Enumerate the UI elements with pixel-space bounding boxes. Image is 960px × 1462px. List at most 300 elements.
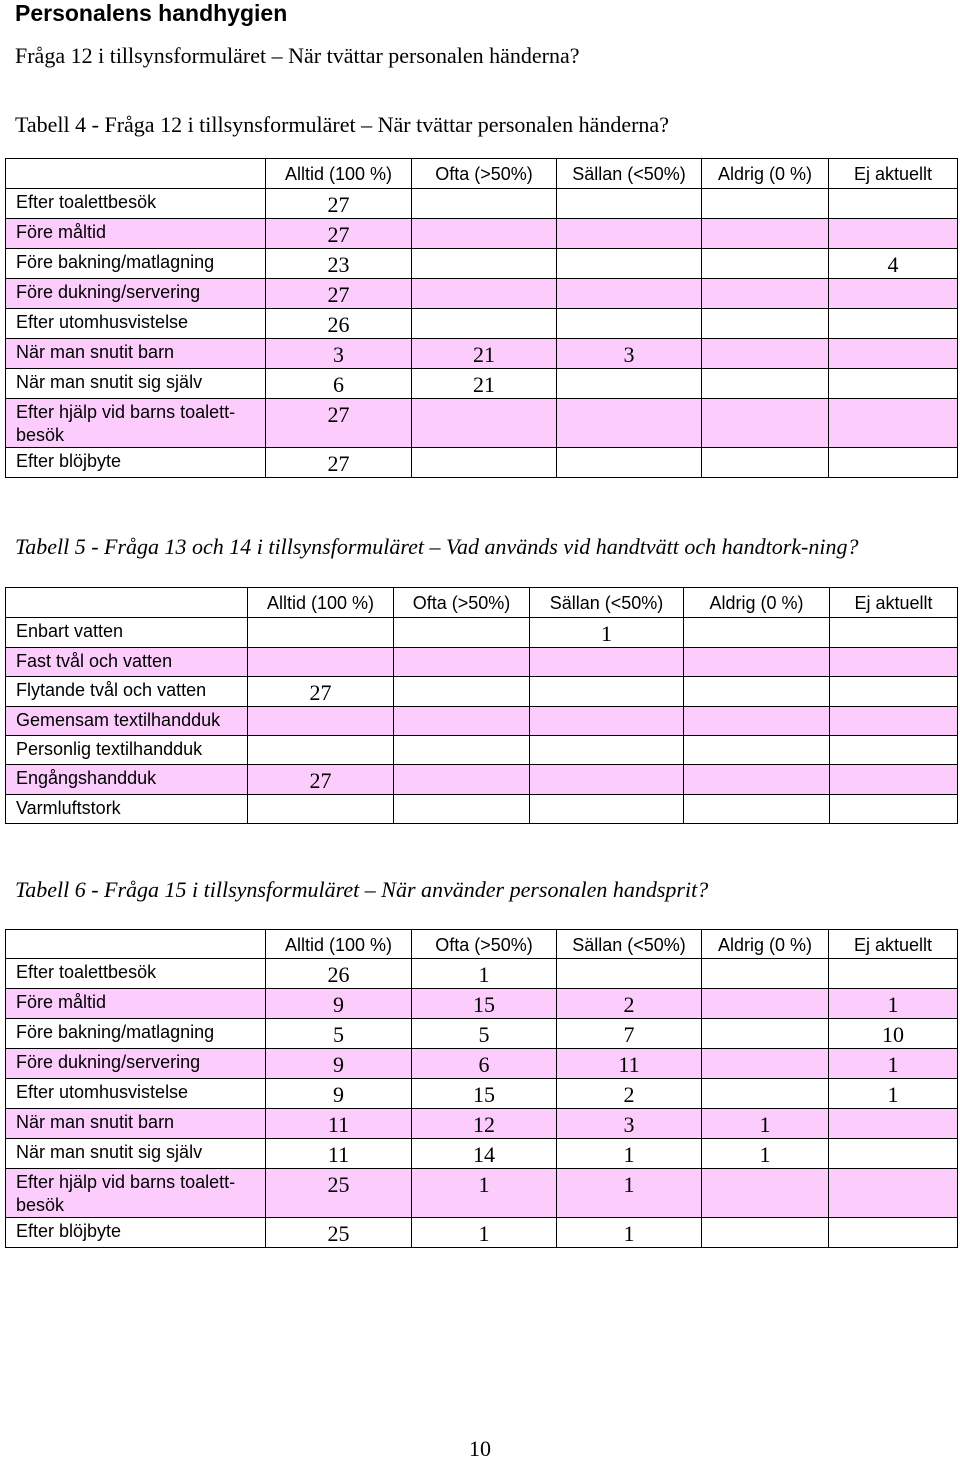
column-header-label: Ej aktuellt	[853, 164, 933, 184]
column-header-label: Aldrig (0 %)	[709, 593, 804, 613]
cell-value: 27	[327, 451, 350, 476]
table-row	[6, 1109, 958, 1139]
cell-value: 1	[623, 1142, 635, 1167]
cell-value: 6	[333, 372, 344, 397]
table-row	[6, 279, 958, 309]
value-cell	[266, 189, 412, 219]
row-label: Engångshandduk	[16, 768, 157, 788]
row-label: Varmluftstork	[16, 798, 121, 818]
value-cell	[557, 219, 702, 249]
cell-value	[412, 279, 556, 282]
column-header	[829, 930, 958, 959]
value-cell	[248, 736, 394, 765]
cell-value	[830, 648, 957, 651]
cell-value	[830, 707, 957, 710]
row-label-cell	[6, 1218, 266, 1248]
row-label-cell	[6, 279, 266, 309]
value-cell	[266, 339, 412, 369]
value-cell	[394, 736, 530, 765]
row-label: Efter utomhusvistelse	[16, 1082, 189, 1102]
cell-value	[684, 677, 829, 680]
cell-value: 3	[623, 1112, 635, 1137]
row-label: Enbart vatten	[16, 621, 124, 641]
value-cell	[829, 1218, 958, 1248]
cell-value	[684, 618, 829, 621]
row-label-cell	[6, 249, 266, 279]
value-cell	[702, 279, 829, 309]
value-cell	[829, 189, 958, 219]
row-label-cell	[6, 369, 266, 399]
cell-value: 4	[887, 252, 899, 277]
value-cell	[557, 399, 702, 448]
cell-value: 1	[887, 1052, 899, 1077]
table-header-row	[6, 930, 958, 959]
cell-value: 10	[882, 1022, 904, 1047]
value-cell	[830, 736, 958, 765]
cell-value	[702, 249, 828, 252]
value-cell	[394, 765, 530, 795]
value-cell	[702, 1079, 829, 1109]
cell-value	[557, 279, 701, 282]
value-cell	[266, 249, 412, 279]
cell-value	[412, 189, 556, 192]
row-label-cell	[6, 309, 266, 339]
value-cell	[702, 1019, 829, 1049]
cell-value: 27	[327, 282, 350, 307]
cell-value	[702, 219, 828, 222]
value-cell	[557, 959, 702, 989]
value-cell	[829, 1169, 958, 1218]
value-cell	[557, 189, 702, 219]
value-cell	[412, 1169, 557, 1218]
column-header	[412, 159, 557, 189]
section-heading: Personalens handhygien	[15, 0, 288, 26]
table-row	[6, 1218, 958, 1248]
cell-value	[702, 989, 828, 992]
cell-value	[829, 399, 957, 402]
row-label: Före dukning/servering	[16, 1052, 201, 1072]
cell-value: 1	[623, 1221, 635, 1246]
table-row	[6, 249, 958, 279]
column-header-label: Alltid (100 %)	[266, 593, 375, 613]
row-label-cell	[6, 1019, 266, 1049]
column-header	[830, 588, 958, 618]
cell-value	[829, 1218, 957, 1221]
value-cell	[830, 795, 958, 824]
cell-value	[684, 648, 829, 651]
cell-value: 21	[473, 372, 495, 397]
row-label-cell	[6, 618, 248, 648]
cell-value: 21	[473, 342, 495, 367]
value-cell	[248, 677, 394, 707]
value-cell	[684, 736, 830, 765]
cell-value: 1	[887, 992, 899, 1017]
column-header	[266, 930, 412, 959]
table-row	[6, 959, 958, 989]
table-row	[6, 309, 958, 339]
value-cell	[266, 959, 412, 989]
value-cell	[412, 219, 557, 249]
cell-value	[394, 765, 529, 768]
cell-value	[557, 189, 701, 192]
value-cell	[829, 369, 958, 399]
row-label: Efter hjälp vid barns toalett-besök	[16, 1172, 236, 1215]
cell-value	[830, 795, 957, 798]
value-cell	[702, 309, 829, 339]
cell-value	[702, 1049, 828, 1052]
row-label: När man snutit barn	[16, 342, 175, 362]
cell-value: 1	[623, 1172, 635, 1197]
row-label-cell	[6, 648, 248, 677]
value-cell	[412, 369, 557, 399]
value-cell	[829, 1109, 958, 1139]
cell-value: 7	[623, 1022, 635, 1047]
cell-value	[684, 795, 829, 798]
cell-value	[530, 736, 683, 739]
cell-value	[412, 219, 556, 222]
cell-value: 6	[478, 1052, 490, 1077]
value-cell	[829, 279, 958, 309]
cell-value	[829, 1109, 957, 1112]
header-blank-cell	[6, 588, 248, 618]
value-cell	[412, 959, 557, 989]
cell-value	[530, 648, 683, 651]
cell-value: 9	[333, 1082, 344, 1107]
page-number: 10	[469, 1436, 491, 1461]
value-cell	[829, 339, 958, 369]
header-blank-cell	[6, 930, 266, 959]
row-label: Personlig textilhandduk	[16, 739, 203, 759]
cell-value	[557, 448, 701, 451]
value-cell	[557, 1139, 702, 1169]
cell-value	[412, 399, 556, 402]
cell-value	[248, 618, 393, 621]
value-cell	[684, 765, 830, 795]
row-label-cell	[6, 736, 248, 765]
cell-value: 2	[623, 992, 635, 1017]
row-label-cell	[6, 1109, 266, 1139]
cell-value	[557, 219, 701, 222]
cell-value	[830, 765, 957, 768]
cell-value	[702, 1218, 828, 1221]
value-cell	[412, 279, 557, 309]
row-label: Efter toalettbesök	[16, 192, 157, 212]
cell-value	[394, 677, 529, 680]
value-cell	[557, 1218, 702, 1248]
cell-value	[394, 618, 529, 621]
value-cell	[266, 1019, 412, 1049]
cell-value: 27	[327, 402, 350, 427]
cell-value: 5	[478, 1022, 490, 1047]
cell-value	[829, 448, 957, 451]
cell-value	[248, 648, 393, 651]
cell-value	[557, 369, 701, 372]
cell-value: 1	[601, 621, 612, 646]
cell-value: 9	[333, 992, 344, 1017]
value-cell	[557, 448, 702, 478]
value-cell	[830, 707, 958, 736]
value-cell	[530, 795, 684, 824]
cell-value	[702, 399, 828, 402]
cell-value: 15	[473, 992, 495, 1017]
cell-value	[557, 959, 701, 962]
value-cell	[266, 279, 412, 309]
row-label: Före bakning/matlagning	[16, 1022, 215, 1042]
cell-value	[829, 189, 957, 192]
row-label: Efter toalettbesök	[16, 962, 157, 982]
cell-value	[557, 399, 701, 402]
value-cell	[412, 399, 557, 448]
cell-value	[530, 677, 683, 680]
cell-value: 5	[333, 1022, 344, 1047]
value-cell	[684, 795, 830, 824]
cell-value	[830, 618, 957, 621]
row-label: Före dukning/servering	[16, 282, 201, 302]
cell-value	[829, 1139, 957, 1142]
column-header	[829, 159, 958, 189]
row-label-cell	[6, 765, 248, 795]
column-header-label: Ej aktuellt	[854, 593, 933, 613]
cell-value	[412, 309, 556, 312]
row-label: När man snutit sig själv	[16, 372, 203, 392]
cell-value: 11	[618, 1052, 640, 1077]
value-cell	[829, 1079, 958, 1109]
cell-value: 23	[327, 252, 350, 277]
cell-value	[557, 309, 701, 312]
row-label: Före bakning/matlagning	[16, 252, 215, 272]
cell-value	[394, 736, 529, 739]
table5-caption: Tabell 5 - Fråga 13 och 14 i tillsynsformuläret – Vad används vid handtvätt och handtork-ning?	[15, 534, 859, 559]
cell-value	[702, 339, 828, 342]
value-cell	[702, 339, 829, 369]
cell-value: 25	[327, 1221, 350, 1246]
value-cell	[829, 1049, 958, 1079]
cell-value: 1	[759, 1142, 771, 1167]
table-row	[6, 618, 958, 648]
value-cell	[557, 339, 702, 369]
value-cell	[266, 219, 412, 249]
table6	[5, 929, 958, 1248]
value-cell	[829, 1019, 958, 1049]
value-cell	[412, 448, 557, 478]
row-label-cell	[6, 707, 248, 736]
cell-value	[394, 648, 529, 651]
table-header-row	[6, 159, 958, 189]
value-cell	[266, 309, 412, 339]
cell-value	[684, 736, 829, 739]
table4-caption: Tabell 4 - Fråga 12 i tillsynsformuläret – När tvättar personalen händerna?	[15, 112, 669, 137]
cell-value	[702, 309, 828, 312]
value-cell	[557, 1019, 702, 1049]
value-cell	[266, 1218, 412, 1248]
cell-value: 3	[623, 342, 635, 367]
row-label: När man snutit sig själv	[16, 1142, 203, 1162]
cell-value: 27	[327, 222, 350, 247]
value-cell	[530, 618, 684, 648]
table-row	[6, 369, 958, 399]
value-cell	[557, 1049, 702, 1079]
row-label-cell	[6, 399, 266, 448]
value-cell	[266, 989, 412, 1019]
value-cell	[702, 1049, 829, 1079]
value-cell	[530, 677, 684, 707]
value-cell	[266, 448, 412, 478]
cell-value	[702, 1079, 828, 1082]
value-cell	[394, 648, 530, 677]
value-cell	[557, 1109, 702, 1139]
value-cell	[702, 448, 829, 478]
cell-value	[394, 707, 529, 710]
table-row	[6, 1139, 958, 1169]
row-label-cell	[6, 1079, 266, 1109]
column-header	[266, 159, 412, 189]
row-label: När man snutit barn	[16, 1112, 175, 1132]
value-cell	[530, 707, 684, 736]
value-cell	[829, 249, 958, 279]
table-row	[6, 707, 958, 736]
cell-value	[684, 765, 829, 768]
column-header	[394, 588, 530, 618]
cell-value	[702, 1019, 828, 1022]
row-label-cell	[6, 189, 266, 219]
row-label-cell	[6, 448, 266, 478]
row-label-cell	[6, 795, 248, 824]
table5	[5, 587, 958, 824]
value-cell	[557, 369, 702, 399]
column-header-label: Ofta (>50%)	[435, 164, 533, 184]
value-cell	[702, 219, 829, 249]
value-cell	[248, 795, 394, 824]
column-header	[248, 588, 394, 618]
column-header-label: Sällan (<50%)	[549, 593, 664, 613]
value-cell	[829, 309, 958, 339]
cell-value	[248, 707, 393, 710]
table-row	[6, 677, 958, 707]
value-cell	[412, 309, 557, 339]
table-row	[6, 339, 958, 369]
column-header-label: Ofta (>50%)	[435, 935, 533, 955]
cell-value	[557, 249, 701, 252]
cell-value	[248, 795, 393, 798]
value-cell	[412, 1218, 557, 1248]
cell-value	[829, 369, 957, 372]
value-cell	[830, 765, 958, 795]
table-row	[6, 989, 958, 1019]
value-cell	[248, 707, 394, 736]
cell-value	[830, 677, 957, 680]
cell-value	[702, 959, 828, 962]
table-row	[6, 765, 958, 795]
value-cell	[830, 648, 958, 677]
value-cell	[266, 1079, 412, 1109]
column-header-label: Alltid (100 %)	[284, 935, 393, 955]
cell-value: 1	[759, 1112, 771, 1137]
column-header	[702, 159, 829, 189]
column-header	[557, 159, 702, 189]
value-cell	[394, 795, 530, 824]
cell-value	[702, 448, 828, 451]
cell-value	[829, 309, 957, 312]
value-cell	[557, 249, 702, 279]
column-header	[557, 930, 702, 959]
value-cell	[829, 989, 958, 1019]
table-row	[6, 1079, 958, 1109]
row-label: Gemensam textilhandduk	[16, 710, 221, 730]
cell-value: 11	[327, 1142, 350, 1167]
value-cell	[412, 1049, 557, 1079]
value-cell	[557, 1169, 702, 1218]
value-cell	[266, 1169, 412, 1218]
cell-value	[530, 765, 683, 768]
table-row	[6, 1169, 958, 1218]
table-row	[6, 219, 958, 249]
column-header	[412, 930, 557, 959]
value-cell	[702, 1218, 829, 1248]
column-header	[702, 930, 829, 959]
cell-value: 27	[309, 768, 332, 793]
value-cell	[684, 618, 830, 648]
value-cell	[684, 707, 830, 736]
value-cell	[702, 1109, 829, 1139]
cell-value: 14	[473, 1142, 495, 1167]
cell-value	[702, 279, 828, 282]
column-header	[530, 588, 684, 618]
row-label-cell	[6, 1139, 266, 1169]
row-label-cell	[6, 1049, 266, 1079]
column-header-label: Alltid (100 %)	[284, 164, 393, 184]
cell-value	[530, 707, 683, 710]
value-cell	[266, 1139, 412, 1169]
table-header-row	[6, 588, 958, 618]
cell-value: 12	[473, 1112, 495, 1137]
value-cell	[412, 989, 557, 1019]
value-cell	[530, 648, 684, 677]
value-cell	[412, 1139, 557, 1169]
column-header-label: Sällan (<50%)	[572, 164, 686, 184]
value-cell	[829, 448, 958, 478]
column-header-label: Ofta (>50%)	[412, 593, 511, 613]
cell-value	[829, 1169, 957, 1172]
row-label: Före måltid	[16, 992, 107, 1012]
row-label: Fast tvål och vatten	[16, 651, 173, 671]
table-row	[6, 648, 958, 677]
value-cell	[702, 189, 829, 219]
value-cell	[829, 959, 958, 989]
value-cell	[266, 1049, 412, 1079]
value-cell	[412, 339, 557, 369]
cell-value: 26	[327, 312, 350, 337]
cell-value: 1	[478, 962, 490, 987]
cell-value	[530, 795, 683, 798]
value-cell	[412, 1019, 557, 1049]
row-label: Efter utomhusvistelse	[16, 312, 189, 332]
column-header-label: Aldrig (0 %)	[717, 164, 813, 184]
column-header	[684, 588, 830, 618]
cell-value: 1	[478, 1221, 490, 1246]
value-cell	[830, 618, 958, 648]
column-header-label: Aldrig (0 %)	[717, 935, 813, 955]
cell-value	[684, 707, 829, 710]
cell-value	[829, 219, 957, 222]
column-header-label: Sällan (<50%)	[572, 935, 686, 955]
value-cell	[830, 677, 958, 707]
value-cell	[412, 249, 557, 279]
column-header-label: Ej aktuellt	[853, 935, 933, 955]
value-cell	[248, 648, 394, 677]
table-row	[6, 1019, 958, 1049]
value-cell	[702, 249, 829, 279]
row-label-cell	[6, 989, 266, 1019]
